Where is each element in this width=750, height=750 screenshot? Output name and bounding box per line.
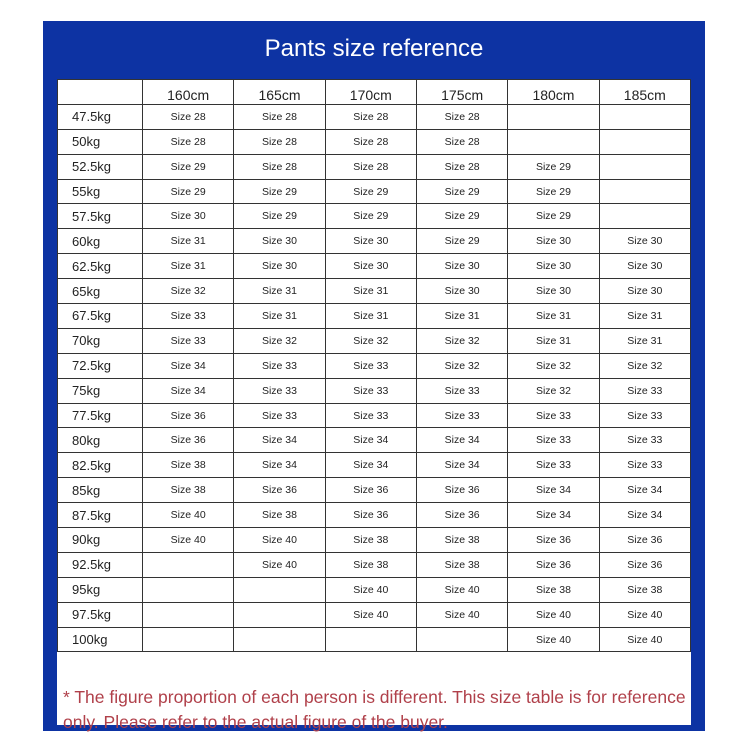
size-cell: Size 34 <box>416 453 507 478</box>
size-cell: Size 28 <box>416 129 507 154</box>
weight-label: 47.5kg <box>58 104 143 129</box>
weight-label: 92.5kg <box>58 552 143 577</box>
size-cell: Size 33 <box>325 378 416 403</box>
size-cell: Size 31 <box>599 304 690 329</box>
size-cell: Size 36 <box>325 478 416 503</box>
size-cell: Size 31 <box>143 229 234 254</box>
size-cell: Size 30 <box>599 279 690 304</box>
size-table <box>57 79 691 652</box>
weight-label: 75kg <box>58 378 143 403</box>
table-row <box>58 602 691 627</box>
size-cell: Size 40 <box>599 627 690 652</box>
size-cell: Size 38 <box>416 552 507 577</box>
size-cell <box>143 552 234 577</box>
size-cell: Size 30 <box>325 254 416 279</box>
table-row <box>58 229 691 254</box>
size-cell <box>143 602 234 627</box>
size-cell <box>143 577 234 602</box>
size-cell: Size 33 <box>508 453 599 478</box>
size-cell: Size 34 <box>234 428 325 453</box>
size-cell: Size 32 <box>599 353 690 378</box>
size-cell: Size 31 <box>234 279 325 304</box>
size-cell: Size 38 <box>143 478 234 503</box>
weight-label: 52.5kg <box>58 154 143 179</box>
size-cell: Size 34 <box>143 353 234 378</box>
weight-label: 70kg <box>58 328 143 353</box>
size-cell: Size 28 <box>325 104 416 129</box>
table-row <box>58 179 691 204</box>
size-cell: Size 34 <box>325 453 416 478</box>
size-cell: Size 38 <box>325 528 416 553</box>
table-body <box>58 104 691 652</box>
size-cell: Size 29 <box>325 179 416 204</box>
size-cell: Size 32 <box>416 353 507 378</box>
size-cell: Size 34 <box>508 478 599 503</box>
size-cell: Size 40 <box>143 528 234 553</box>
size-cell: Size 33 <box>143 304 234 329</box>
size-cell: Size 38 <box>325 552 416 577</box>
size-cell: Size 30 <box>416 279 507 304</box>
size-cell: Size 38 <box>143 453 234 478</box>
size-cell: Size 28 <box>325 154 416 179</box>
size-cell <box>599 129 690 154</box>
size-chart-frame <box>43 21 705 731</box>
weight-label: 97.5kg <box>58 602 143 627</box>
size-cell: Size 36 <box>599 528 690 553</box>
table-row <box>58 104 691 129</box>
size-cell: Size 40 <box>508 627 599 652</box>
size-cell <box>508 104 599 129</box>
size-cell: Size 33 <box>508 403 599 428</box>
weight-label: 85kg <box>58 478 143 503</box>
size-cell: Size 38 <box>508 577 599 602</box>
size-cell <box>599 104 690 129</box>
size-cell: Size 28 <box>234 104 325 129</box>
size-cell: Size 32 <box>508 353 599 378</box>
size-cell: Size 32 <box>416 328 507 353</box>
size-cell: Size 40 <box>234 552 325 577</box>
size-cell <box>234 627 325 652</box>
table-row <box>58 129 691 154</box>
size-cell: Size 36 <box>143 428 234 453</box>
size-cell: Size 29 <box>508 204 599 229</box>
size-cell: Size 31 <box>599 328 690 353</box>
table-row <box>58 304 691 329</box>
weight-label: 67.5kg <box>58 304 143 329</box>
size-cell: Size 31 <box>234 304 325 329</box>
size-cell: Size 38 <box>599 577 690 602</box>
size-cell: Size 28 <box>234 129 325 154</box>
size-cell: Size 33 <box>508 428 599 453</box>
size-cell: Size 29 <box>416 204 507 229</box>
size-cell: Size 30 <box>508 229 599 254</box>
size-cell: Size 33 <box>416 378 507 403</box>
height-header-160: 160cm <box>143 80 234 105</box>
weight-label: 87.5kg <box>58 503 143 528</box>
size-cell <box>234 577 325 602</box>
table-row <box>58 428 691 453</box>
size-cell: Size 34 <box>508 503 599 528</box>
size-cell: Size 31 <box>416 304 507 329</box>
size-cell: Size 31 <box>508 304 599 329</box>
size-cell: Size 29 <box>416 229 507 254</box>
weight-label: 57.5kg <box>58 204 143 229</box>
size-cell: Size 30 <box>599 254 690 279</box>
size-cell: Size 29 <box>143 154 234 179</box>
size-cell: Size 30 <box>234 254 325 279</box>
size-cell: Size 38 <box>416 528 507 553</box>
height-header-165: 165cm <box>234 80 325 105</box>
size-cell <box>599 179 690 204</box>
size-cell: Size 34 <box>234 453 325 478</box>
size-cell: Size 34 <box>143 378 234 403</box>
table-row <box>58 279 691 304</box>
size-cell: Size 33 <box>234 353 325 378</box>
size-cell: Size 32 <box>508 378 599 403</box>
size-cell: Size 34 <box>599 503 690 528</box>
size-cell: Size 33 <box>234 378 325 403</box>
size-cell: Size 32 <box>143 279 234 304</box>
table-row <box>58 528 691 553</box>
size-cell: Size 30 <box>234 229 325 254</box>
table-row <box>58 353 691 378</box>
size-cell: Size 33 <box>234 403 325 428</box>
size-cell: Size 30 <box>508 254 599 279</box>
size-cell: Size 38 <box>234 503 325 528</box>
size-cell: Size 33 <box>143 328 234 353</box>
size-cell <box>508 129 599 154</box>
weight-label: 82.5kg <box>58 453 143 478</box>
size-cell: Size 40 <box>325 577 416 602</box>
weight-label: 50kg <box>58 129 143 154</box>
table-row <box>58 453 691 478</box>
disclaimer-note: * The figure proportion of each person is different. This size table is for reference only. Please refer to the actual figure of the buyer. <box>63 687 686 732</box>
table-row <box>58 403 691 428</box>
size-cell <box>325 627 416 652</box>
size-cell: Size 28 <box>416 104 507 129</box>
table-row <box>58 378 691 403</box>
height-header-175: 175cm <box>416 80 507 105</box>
size-cell: Size 29 <box>234 204 325 229</box>
size-cell: Size 32 <box>234 328 325 353</box>
size-cell: Size 31 <box>508 328 599 353</box>
size-cell: Size 30 <box>599 229 690 254</box>
size-cell: Size 40 <box>416 577 507 602</box>
table-row <box>58 552 691 577</box>
size-cell: Size 28 <box>416 154 507 179</box>
size-cell: Size 28 <box>143 129 234 154</box>
chart-title: Pants size reference <box>264 35 484 62</box>
size-cell: Size 36 <box>143 403 234 428</box>
size-cell: Size 36 <box>416 503 507 528</box>
size-cell: Size 40 <box>325 602 416 627</box>
height-header-180: 180cm <box>508 80 599 105</box>
weight-label: 65kg <box>58 279 143 304</box>
size-cell: Size 40 <box>234 528 325 553</box>
size-cell: Size 28 <box>234 154 325 179</box>
size-cell: Size 40 <box>599 602 690 627</box>
size-cell <box>599 204 690 229</box>
size-cell: Size 33 <box>599 378 690 403</box>
size-cell: Size 33 <box>416 403 507 428</box>
size-cell: Size 34 <box>599 478 690 503</box>
size-cell: Size 33 <box>599 428 690 453</box>
chart-body <box>57 79 691 732</box>
size-cell: Size 32 <box>325 328 416 353</box>
size-cell: Size 36 <box>234 478 325 503</box>
size-cell: Size 40 <box>416 602 507 627</box>
table-row <box>58 328 691 353</box>
size-cell: Size 34 <box>416 428 507 453</box>
size-cell: Size 28 <box>143 104 234 129</box>
weight-label: 77.5kg <box>58 403 143 428</box>
table-row <box>58 204 691 229</box>
table-row <box>58 154 691 179</box>
size-cell: Size 29 <box>508 154 599 179</box>
table-row <box>58 627 691 652</box>
table-row <box>58 478 691 503</box>
size-cell: Size 28 <box>325 129 416 154</box>
header-row <box>58 80 691 105</box>
size-cell: Size 33 <box>599 403 690 428</box>
size-cell: Size 29 <box>416 179 507 204</box>
weight-label: 90kg <box>58 528 143 553</box>
size-cell: Size 30 <box>143 204 234 229</box>
size-cell: Size 33 <box>599 453 690 478</box>
size-cell: Size 36 <box>416 478 507 503</box>
size-cell: Size 33 <box>325 353 416 378</box>
weight-label: 55kg <box>58 179 143 204</box>
weight-label: 100kg <box>58 627 143 652</box>
size-cell: Size 33 <box>325 403 416 428</box>
size-cell <box>143 627 234 652</box>
size-cell: Size 36 <box>599 552 690 577</box>
table-row <box>58 577 691 602</box>
weight-label: 95kg <box>58 577 143 602</box>
size-cell: Size 29 <box>325 204 416 229</box>
weight-label: 72.5kg <box>58 353 143 378</box>
table-row <box>58 503 691 528</box>
size-cell: Size 29 <box>508 179 599 204</box>
size-cell <box>234 602 325 627</box>
size-cell: Size 40 <box>508 602 599 627</box>
size-cell: Size 29 <box>143 179 234 204</box>
size-cell: Size 36 <box>325 503 416 528</box>
size-cell <box>416 627 507 652</box>
size-cell: Size 30 <box>508 279 599 304</box>
weight-label: 60kg <box>58 229 143 254</box>
size-cell: Size 30 <box>416 254 507 279</box>
weight-label: 80kg <box>58 428 143 453</box>
height-header-185: 185cm <box>599 80 690 105</box>
size-cell: Size 29 <box>234 179 325 204</box>
corner-cell <box>58 80 143 105</box>
size-cell: Size 30 <box>325 229 416 254</box>
size-cell: Size 36 <box>508 528 599 553</box>
size-cell: Size 34 <box>325 428 416 453</box>
size-cell: Size 31 <box>325 279 416 304</box>
height-header-170: 170cm <box>325 80 416 105</box>
size-cell: Size 31 <box>143 254 234 279</box>
size-cell: Size 36 <box>508 552 599 577</box>
size-cell <box>599 154 690 179</box>
table-row <box>58 254 691 279</box>
size-cell: Size 40 <box>143 503 234 528</box>
weight-label: 62.5kg <box>58 254 143 279</box>
size-cell: Size 31 <box>325 304 416 329</box>
